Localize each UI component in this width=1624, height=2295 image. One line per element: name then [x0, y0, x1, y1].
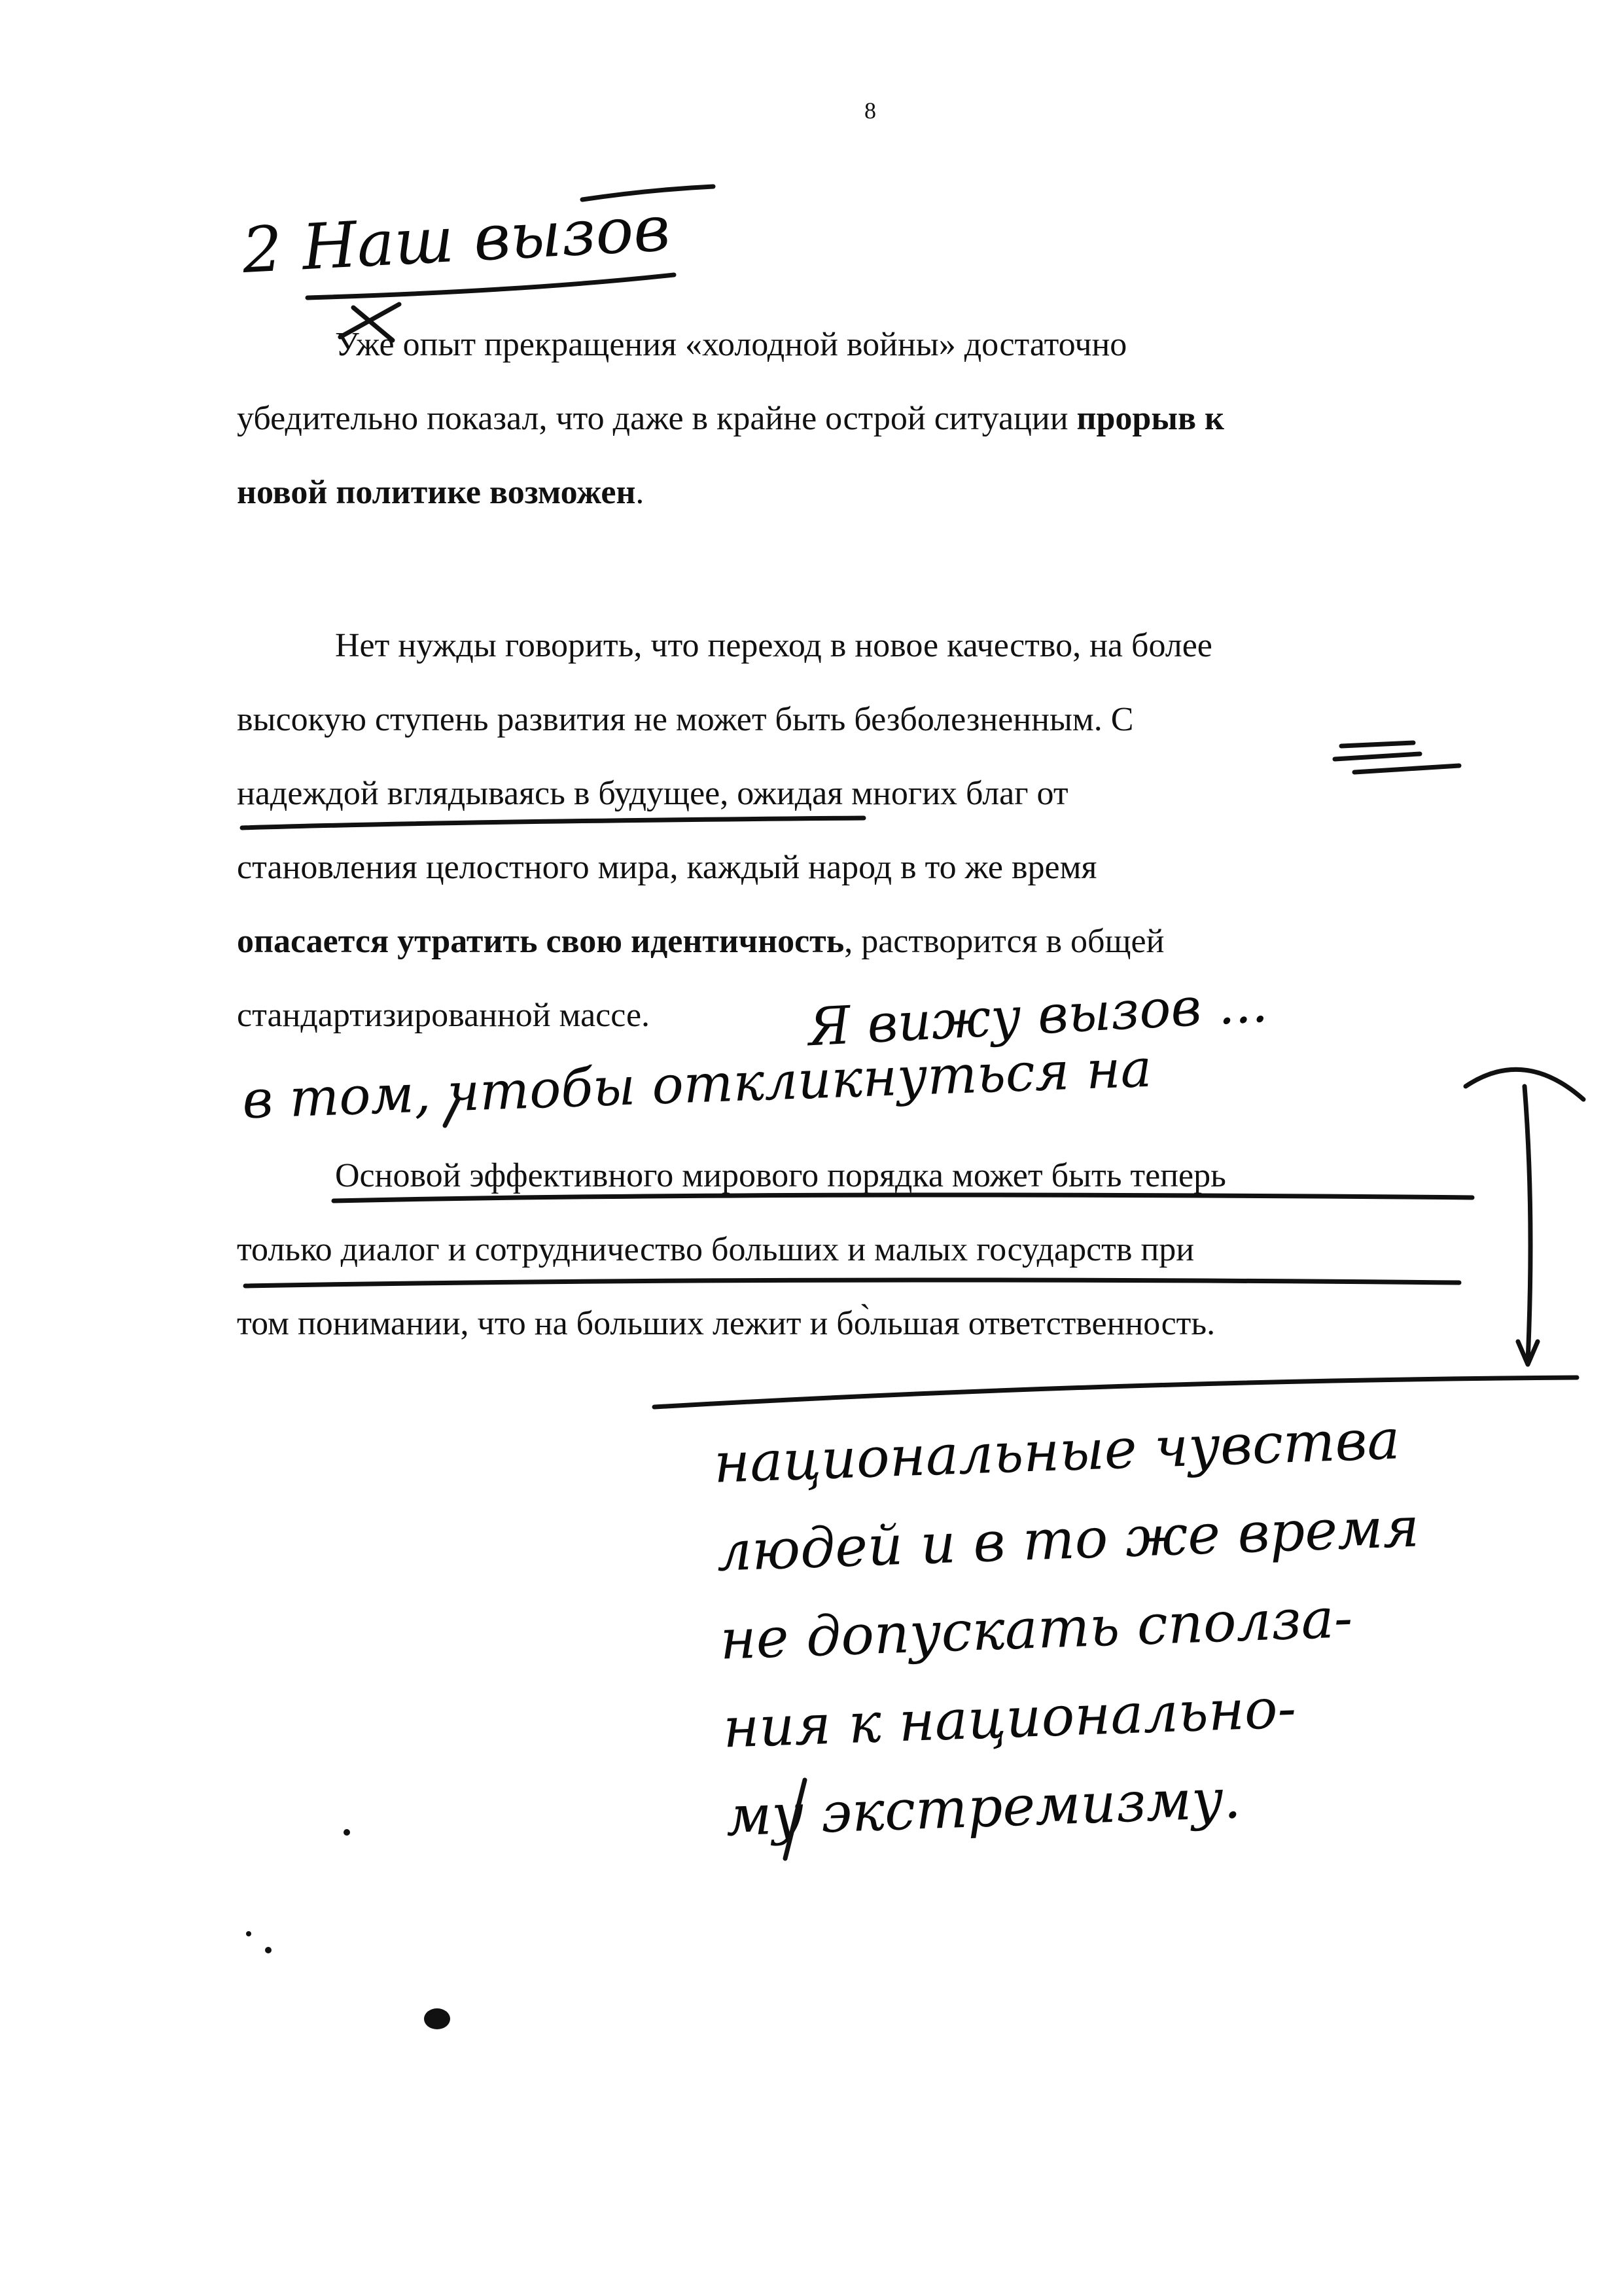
heading-overline: [582, 187, 713, 200]
underline-hope: [242, 818, 864, 828]
paragraph-2-line-6: стандартизированной массе.: [237, 997, 650, 1034]
paragraph-3-line-1: Основой эффективного мирового порядка может быть теперь: [335, 1157, 1226, 1194]
handwritten-heading: 2 Наш вызов: [240, 191, 672, 288]
paragraph-2-line-2: высокую ступень развития не может быть безболезненным. С: [237, 701, 1134, 738]
ink-dot: [344, 1829, 350, 1836]
handwriting-tail: [785, 1780, 805, 1859]
insertion-arrow: [1466, 1069, 1583, 1364]
paragraph-2-line-1: Нет нужды говорить, что переход в новое качество, на более: [335, 627, 1212, 664]
paragraph-2-line-5-end: , растворится в общей: [844, 923, 1165, 960]
paragraph-1-line-1: Уже опыт прекращения «холодной войны» достаточно: [335, 326, 1127, 363]
ink-dot-3: [265, 1947, 272, 1953]
handwritten-note-3: национальные чувства людей и в то же время не допускать сполза- ния к национально- му экстремизму.: [713, 1407, 1421, 1849]
underlined-phrase: надеждой вглядываясь в будущее: [237, 775, 720, 812]
handwritten-note-2: в том, чтобы откликнуться на: [241, 1037, 1153, 1131]
strike-mark: [340, 304, 399, 340]
paragraph-2-line-3-end: , ожидая многих благ от: [720, 775, 1068, 812]
paragraph-2-line-4: становления целостного мира, каждый народ в то же время: [237, 849, 1097, 886]
emphasis-identity: опасается утратить свою идентичность: [237, 923, 845, 960]
paragraph-1-line-2-text: убедительно показал, что даже в крайне острой ситуации: [237, 400, 1077, 437]
divider-line: [654, 1378, 1577, 1407]
paragraph-3-line-2: только диалог и сотрудничество больших и малых государств при: [237, 1231, 1195, 1268]
heading-underline: [308, 275, 674, 298]
emphasis-new-policy: новой политике возможен: [237, 474, 636, 511]
emphasis-breakthrough: прорыв к: [1076, 400, 1224, 437]
paragraph-1-line-3-end: .: [635, 474, 644, 511]
emphasis-lines: [1335, 743, 1459, 772]
handwriting-tail-2: [445, 1099, 458, 1126]
ink-dot-2: [246, 1931, 251, 1936]
ink-blot: [424, 2008, 450, 2029]
underline-basis-1: [334, 1195, 1472, 1201]
paragraph-3-line-3: том понимании, что на больших лежит и бо̀льшая ответственность.: [237, 1305, 1216, 1342]
page-number: 8: [864, 98, 876, 124]
underline-basis-2: [245, 1280, 1459, 1286]
handwritten-note-1: Я вижу вызов ...: [807, 972, 1269, 1058]
